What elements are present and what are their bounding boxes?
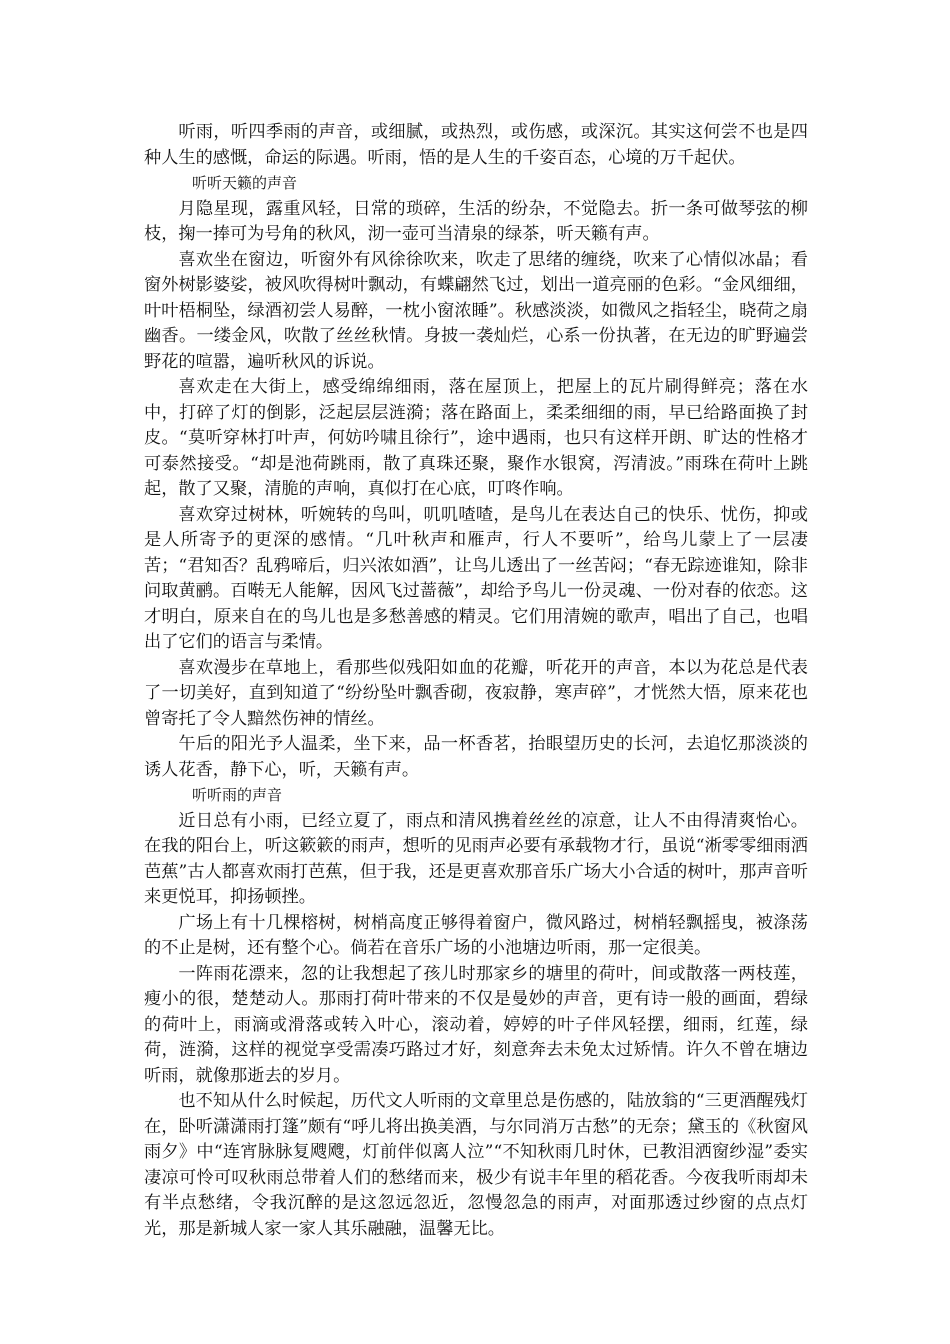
paragraph: 月隐星现，露重风轻，日常的琐碎，生活的纷杂，不觉隐去。折一条可做琴弦的柳枝，掬一捧可为号角的秋风，沏一壶可当清泉的绿茶，听天籁有声。 (144, 198, 808, 244)
paragraph: 喜欢坐在窗边，听窗外有风徐徐吹来，吹走了思绪的缠绕，吹来了心情似冰晶；看窗外树影婆娑，被风吹得树叶飘动，有蝶翩然飞过，划出一道亮丽的色彩。“金风细细，叶叶梧桐坠，绿酒初尝人易醉，一枕小窗浓睡”。秋感淡淡，如微风之指轻尘，晓荷之扇幽香。一缕金风，吹散了丝丝秋情。身披一袭灿烂，心系一份执著，在无边的旷野遍尝野花的喧嚣，遍听秋风的诉说。 (144, 249, 808, 372)
paragraph: 一阵雨花漂来，忽的让我想起了孩儿时那家乡的塘里的荷叶，间或散落一两枝莲，瘦小的很，楚楚动人。那雨打荷叶带来的不仅是曼妙的声音，更有诗一般的画面，碧绿的荷叶上，雨滴或滑落或转入叶心，滚动着，婷婷的叶子伴风轻摆，细雨，红莲，绿荷，涟漪，这样的视觉享受需凑巧路过才好，刻意奔去未免太过矫情。许久不曾在塘边听雨，就像那逝去的岁月。 (144, 963, 808, 1086)
paragraph: 喜欢走在大街上，感受绵绵细雨，落在屋顶上，把屋上的瓦片刷得鲜亮；落在水中，打碎了灯的倒影，泛起层层涟漪；落在路面上，柔柔细细的雨，早已给路面换了封皮。“莫听穿林打叶声，何妨吟啸且徐行”，途中遇雨，也只有这样开朗、旷达的性格才可泰然接受。“却是池荷跳雨，散了真珠还聚，聚作水银窝，泻清波。”雨珠在荷叶上跳起，散了又聚，清脆的声响，真似打在心底，叮咚作响。 (144, 377, 808, 499)
paragraph: 也不知从什么时候起，历代文人听雨的文章里总是伤感的，陆放翁的“三更酒醒残灯在，卧听潇潇雨打篷”颇有“呼儿将出换美酒，与尔同消万古愁”的无奈；黛玉的《秋窗风雨夕》中“连宵脉脉复飕飕，灯前伴似离人泣”“不知秋雨几时休，已教泪洒窗纱湿”委实凄凉可怜可叹秋雨总带着人们的愁绪而来，极少有说丰年里的稻花香。今夜我听雨却未有半点愁绪，令我沉醉的是这忽远忽近，忽慢忽急的雨声，对面那透过纱窗的点点灯光，那是新城人家一家人其乐融融，温馨无比。 (144, 1091, 808, 1239)
section-heading-rain: 听听雨的声音 (192, 786, 283, 804)
section-heading-tianlai: 听听天籁的声音 (192, 174, 298, 192)
paragraph: 近日总有小雨，已经立夏了，雨点和清风携着丝丝的凉意，让人不由得清爽怡心。在我的阳台上，听这簌簌的雨声，想听的见雨声必要有承载物才行，虽说“淅零零细雨洒芭蕉”古人都喜欢雨打芭蕉，但于我，还是更喜欢那音乐广场大小合适的树叶，那声音听来更悦耳，抑扬顿挫。 (144, 810, 808, 907)
paragraph: 喜欢穿过树林，听婉转的鸟叫，叽叽喳喳，是鸟儿在表达自己的快乐、忧伤，抑或是人所寄予的更深的感情。“几叶秋声和雁声，行人不要听”，给鸟儿蒙上了一层凄苦；“君知否？乱鸦啼后，归兴浓如酒”，让鸟儿透出了一丝苦闷；“春无踪迹谁知，除非问取黄鹂。百啭无人能解，因风飞过蔷薇”，却给予鸟儿一份灵魂、一份对春的依恋。这才明白，原来自在的鸟儿也是多愁善感的精灵。它们用清婉的歌声，唱出了自己，也唱出了它们的语言与柔情。 (144, 504, 808, 652)
paragraph: 喜欢漫步在草地上，看那些似残阳如血的花瓣，听花开的声音，本以为花总是代表了一切美好，直到知道了“纷纷坠叶飘香砌，夜寂静，寒声碎”，才恍然大悟，原来花也曾寄托了令人黯然伤神的情丝。 (144, 657, 808, 729)
document-page (144, 120, 808, 1242)
intro-paragraph: 听雨，听四季雨的声音，或细腻，或热烈，或伤感，或深沉。其实这何尝不也是四种人生的感慨，命运的际遇。听雨，悟的是人生的千姿百态，心境的万千起伏。 (144, 122, 808, 168)
paragraph: 午后的阳光予人温柔，坐下来，品一杯香茗，抬眼望历史的长河，去追忆那淡淡的诱人花香，静下心，听，天籁有声。 (144, 734, 808, 780)
paragraph: 广场上有十几棵榕树，树梢高度正够得着窗户，微风路过，树梢轻飘摇曳，被涤荡的不止是树，还有整个心。倘若在音乐广场的小池塘边听雨，那一定很美。 (144, 912, 808, 958)
